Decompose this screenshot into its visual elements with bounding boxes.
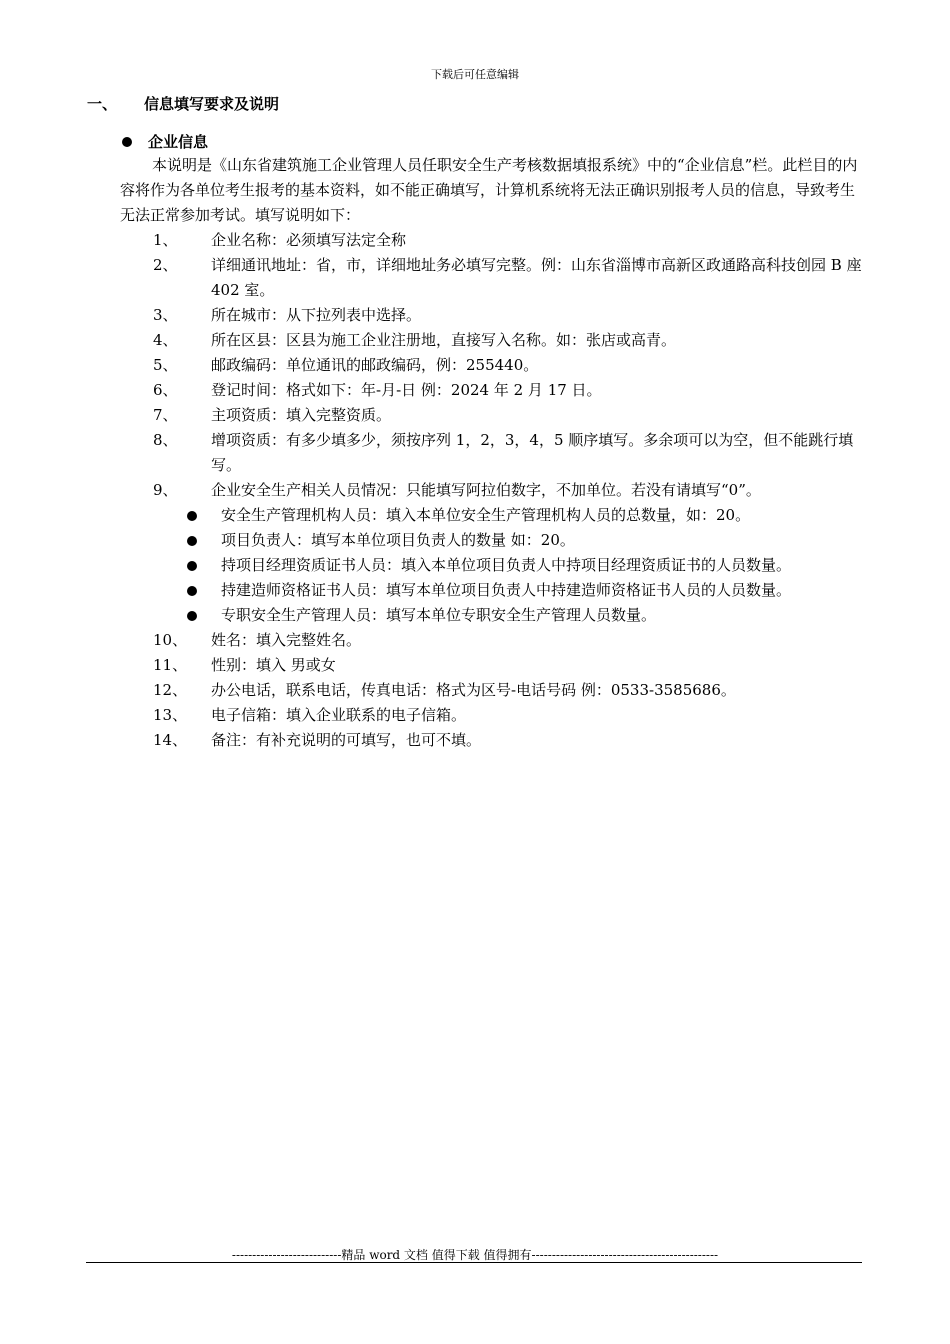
intro-paragraph: 本说明是《山东省建筑施工企业管理人员任职安全生产考核数据填报系统》中的“企业信息”栏。此栏目的内容将作为各单位考生报考的基本资料，如不能正确填写，计算机系统将无法正确识别报考人员的信息，导致考生无法正常参加考试。填写说明如下：: [120, 156, 858, 224]
item-number: 1、: [153, 231, 178, 249]
sub-item-text: 持项目经理资质证书人员：填入本单位项目负责人中持项目经理资质证书的人员数量。: [221, 556, 792, 574]
bullet-icon: [187, 561, 197, 571]
instruction-list: [153, 228, 865, 753]
item-text: 所在城市：从下拉列表中选择。: [211, 306, 422, 324]
sub-list-item: [153, 603, 865, 628]
item-text: 企业名称：必须填写法定全称: [211, 231, 407, 249]
item-number: 2、: [153, 256, 178, 274]
section-title: 信息填写要求及说明: [144, 95, 280, 113]
item-number: 4、: [153, 331, 178, 349]
item-text: 电子信箱：填入企业联系的电子信箱。: [211, 706, 467, 724]
sub-item-text: 持建造师资格证书人员：填写本单位项目负责人中持建造师资格证书人员的人员数量。: [221, 581, 792, 599]
bullet-icon: [187, 611, 197, 621]
item-text: 所在区县：区县为施工企业注册地，直接写入名称。如：张店或高青。: [211, 331, 677, 349]
item-number: 10、: [153, 631, 188, 649]
sub-item-text: 安全生产管理机构人员：填入本单位安全生产管理机构人员的总数量，如：20。: [221, 506, 751, 524]
sub-list-item: [153, 553, 865, 578]
list-item: [153, 678, 865, 703]
item-text: 姓名：填入完整姓名。: [211, 631, 362, 649]
item-number: 8、: [153, 431, 178, 449]
item-text: 办公电话，联系电话，传真电话：格式为区号-电话号码 例：0533-3585686。: [211, 681, 736, 699]
list-item: [153, 728, 865, 753]
bullet-icon: [187, 511, 197, 521]
footer-rule: [86, 1262, 862, 1263]
list-item: [153, 303, 865, 328]
item-number: 14、: [153, 731, 188, 749]
list-item: [153, 353, 865, 378]
item-number: 5、: [153, 356, 178, 374]
item-text: 主项资质：填入完整资质。: [211, 406, 392, 424]
section-number: 一、: [87, 95, 118, 113]
list-item: [153, 428, 865, 478]
item-number: 9、: [153, 481, 178, 499]
item-text: 备注：有补充说明的可填写，也可不填。: [211, 731, 482, 749]
item-text: 邮政编码：单位通讯的邮政编码，例：255440。: [211, 356, 539, 374]
item-number: 6、: [153, 381, 178, 399]
sub-item-text: 专职安全生产管理人员：填写本单位专职安全生产管理人员数量。: [221, 606, 657, 624]
sub-list-item: [153, 578, 865, 603]
list-item: [153, 478, 865, 503]
item-number: 13、: [153, 706, 188, 724]
item-text: 增项资质：有多少填多少，须按序列 1，2，3，4，5 顺序填写。多余项可以为空，但不能跳行填写。: [211, 431, 854, 474]
page-header: 下载后可任意编辑: [431, 68, 519, 81]
item-number: 3、: [153, 306, 178, 324]
item-text: 登记时间：格式如下：年-月-日 例：2024 年 2 月 17 日。: [211, 381, 602, 399]
page-footer: ---------------------------精品 word 文档 值得下载 值得拥有----------------------------------------------: [231, 1248, 719, 1262]
list-item: [153, 228, 865, 253]
list-item: [153, 253, 865, 303]
bullet-icon: [122, 137, 132, 147]
list-item: [153, 328, 865, 353]
item-text: 企业安全生产相关人员情况：只能填写阿拉伯数字，不加单位。若没有请填写“0”。: [211, 481, 761, 499]
bullet-icon: [187, 536, 197, 546]
section-heading: [87, 93, 279, 114]
subsection-heading: [122, 131, 208, 152]
sub-list-item: [153, 528, 865, 553]
bullet-icon: [187, 586, 197, 596]
item-number: 12、: [153, 681, 188, 699]
item-number: 7、: [153, 406, 178, 424]
sub-list-item: [153, 503, 865, 528]
item-text: 详细通讯地址：省，市，详细地址务必填写完整。例：山东省淄博市高新区政通路高科技创园 B 座 402 室。: [211, 256, 862, 299]
list-item: [153, 653, 865, 678]
item-number: 11、: [153, 656, 188, 674]
list-item: [153, 628, 865, 653]
list-item: [153, 703, 865, 728]
list-item: [153, 403, 865, 428]
sub-item-text: 项目负责人：填写本单位项目负责人的数量 如：20。: [221, 531, 575, 549]
subsection-title: 企业信息: [148, 133, 209, 151]
list-item: [153, 378, 865, 403]
item-text: 性别：填入 男或女: [211, 656, 336, 674]
